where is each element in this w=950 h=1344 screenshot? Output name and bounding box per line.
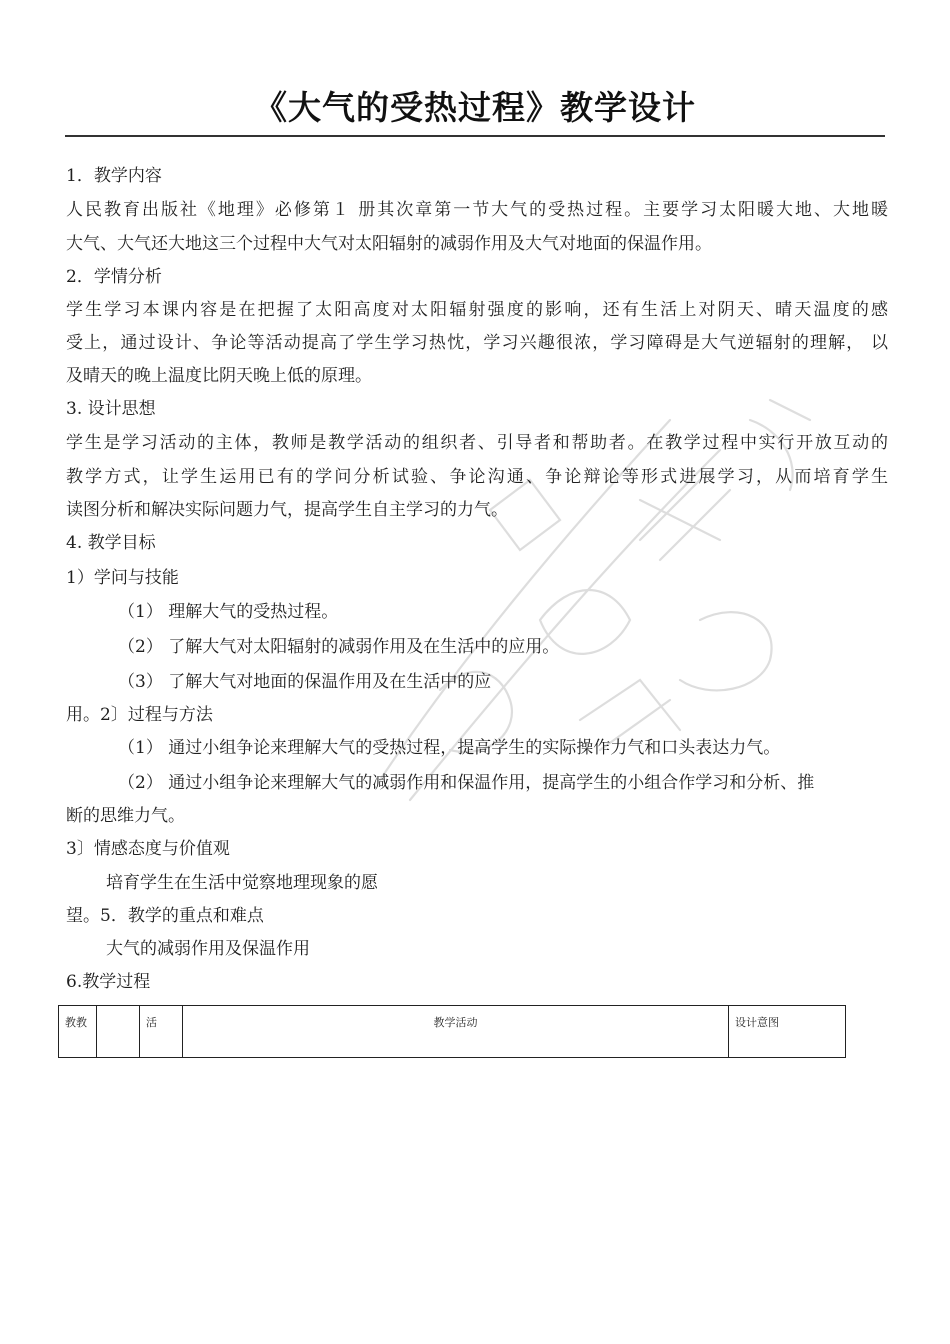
paragraph-line: 教学方式，让学生运用已有的学问分析试验、争论沟通、争论辩论等形式进展学习，从而培育学生 [66,467,888,487]
paragraph-line: 读图分析和解决实际问题力气，提高学生自主学习的力气。 [66,500,508,520]
goal-item: （1） 理解大气的受热过程。 [118,602,339,622]
table-header-cell: 活 [140,1006,183,1058]
paragraph-line: 大气的减弱作用及保温作用 [106,939,310,959]
goal-item: （3） 了解大气对地面的保温作用及在生活中的应 [118,672,492,692]
title-divider [65,135,885,137]
goal-item: （2） 了解大气对太阳辐射的减弱作用及在生活中的应用。 [118,637,560,657]
paragraph-line: 大气、大气还大地这三个过程中大气对太阳辐射的减弱作用及大气对地面的保温作用。 [66,234,712,254]
heading-teaching-goals: 4. 教学目标 [66,533,156,553]
table-header-cell [97,1006,140,1058]
page-title: 《大气的受热过程》教学设计 [254,88,696,127]
paragraph-line: 学生学习本课内容是在把握了太阳高度对太阳辐射强度的影响，还有生活上对阴天、晴天温度的感 [66,300,888,320]
teaching-process-table [58,1005,846,1058]
paragraph-line: 人民教育出版社《地理》必修第１ 册其次章第一节大气的受热过程。主要学习太阳暖大地、大地暖 [66,200,888,220]
paragraph-line: 及晴天的晚上温度比阴天晚上低的原理。 [66,366,372,386]
table-header-row [59,1006,846,1058]
paragraph-line: 受上，通过设计、争论等活动提高了学生学习热忱，学习兴趣很浓，学习障碍是大气逆辐射的理解， 以 [66,333,888,353]
paragraph-line: 学生是学习活动的主体，教师是教学活动的组织者、引导者和帮助者。在教学过程中实行开放互动的 [66,433,888,453]
goal-item: （1） 通过小组争论来理解大气的受热过程，提高学生的实际操作力气和口头表达力气。 [118,738,781,758]
heading-teaching-content: 1．教学内容 [66,166,162,186]
paragraph-line: 断的思维力气。 [66,806,185,826]
heading-teaching-process: 6.教学过程 [66,972,151,992]
subheading-knowledge-skills: 1）学问与技能 [66,568,179,588]
goal-item: （2） 通过小组争论来理解大气的减弱作用和保温作用，提高学生的小组合作学习和分析、推 [118,773,815,793]
paragraph-line: 培育学生在生活中觉察地理现象的愿 [106,873,378,893]
subheading-process-method: 用。2〕过程与方法 [66,705,213,725]
subheading-attitude-values: 3〕情感态度与价值观 [66,839,230,859]
table-header-cell: 教教 [59,1006,97,1058]
table-header-cell: 设计意图 [729,1006,846,1058]
table-header-cell: 教学活动 [183,1006,729,1058]
heading-student-analysis: 2．学情分析 [66,267,162,287]
heading-key-points: 望。5．教学的重点和难点 [66,906,264,926]
heading-design-idea: 3. 设计思想 [66,399,156,419]
